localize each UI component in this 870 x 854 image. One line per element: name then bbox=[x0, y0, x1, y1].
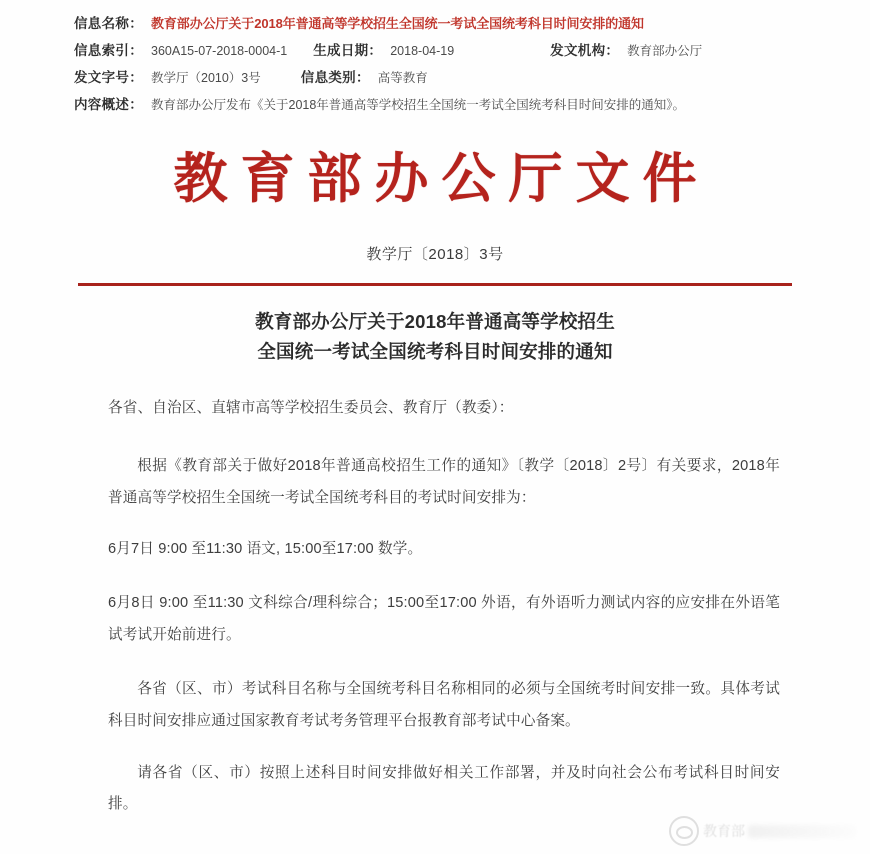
metadata-header bbox=[74, 12, 780, 120]
metadata-value-name: 教育部办公厅关于2018年普通高等学校招生全国统一考试全国统考科目时间安排的通知 bbox=[151, 16, 644, 31]
metadata-label-index: 信息索引： bbox=[74, 43, 143, 58]
metadata-label-docnum: 发文字号： bbox=[74, 70, 143, 85]
document-title-line-1: 教育部办公厅关于2018年普通高等学校招生 bbox=[255, 311, 615, 332]
document-title bbox=[135, 307, 735, 367]
body-salutation: 各省、自治区、直辖市高等学校招生委员会、教育厅（教委）： bbox=[108, 400, 514, 416]
metadata-label-summary: 内容概述： bbox=[74, 97, 143, 112]
metadata-value-docnum: 教学厅（2010）3号 bbox=[151, 71, 261, 85]
masthead-title: 教育部办公厅文件 bbox=[173, 146, 710, 210]
metadata-value-index: 360A15-07-2018-0004-1 bbox=[151, 44, 288, 58]
body-paragraph-2: 各省（区、市）考试科目名称与全国统考科目名称相同的必须与全国统考时间安排一致。具体考试科目时间安排应通过国家教育考试考务管理平台报教育部考试中心备案。 bbox=[108, 680, 780, 729]
watermark-smear bbox=[748, 825, 856, 838]
metadata-row-docnum bbox=[74, 66, 780, 86]
metadata-label-name: 信息名称： bbox=[74, 16, 143, 31]
metadata-label-issuer: 发文机构： bbox=[550, 43, 620, 58]
red-divider-rule bbox=[78, 283, 792, 286]
metadata-row-summary bbox=[74, 93, 780, 113]
weibo-logo-icon bbox=[669, 816, 699, 846]
watermark-text: 教育部 bbox=[703, 823, 745, 839]
metadata-value-issuer: 教育部办公厅 bbox=[627, 44, 703, 58]
document-title-line-2: 全国统一考试全国统考科目时间安排的通知 bbox=[257, 340, 613, 362]
metadata-row-name bbox=[74, 12, 780, 32]
document-number: 教学厅〔2018〕3号 bbox=[366, 246, 504, 263]
watermark bbox=[669, 816, 856, 846]
body-schedule-june7: 6月7日 9:00 至11:30 语文, 15:00至17:00 数学。 bbox=[108, 541, 423, 558]
document-body bbox=[108, 393, 780, 841]
metadata-value-summary: 教育部办公厅发布《关于2018年普通高等学校招生全国统一考试全国统考科目时间安排的通知》。 bbox=[151, 98, 686, 112]
metadata-value-created: 2018-04-19 bbox=[390, 44, 455, 58]
metadata-row-index bbox=[74, 39, 780, 59]
body-paragraph-1: 根据《教育部关于做好2018年普通高校招生工作的通知》〔教学〔2018〕2号〕有关要求，2018年普通高等学校招生全国统一考试全国统考科目的考试时间安排为： bbox=[108, 457, 780, 506]
body-schedule-june8: 6月8日 9:00 至11:30 文科综合/理科综合；15:00至17:00 外语，有外语听力测试内容的应安排在外语笔试考试开始前进行。 bbox=[108, 595, 780, 644]
metadata-label-created: 生成日期： bbox=[313, 43, 383, 58]
metadata-value-category: 高等教育 bbox=[377, 71, 428, 85]
metadata-label-category: 信息类别： bbox=[300, 70, 370, 85]
body-paragraph-3: 请各省（区、市）按照上述科目时间安排做好相关工作部署，并及时向社会公布考试科目时间安排。 bbox=[108, 764, 780, 813]
